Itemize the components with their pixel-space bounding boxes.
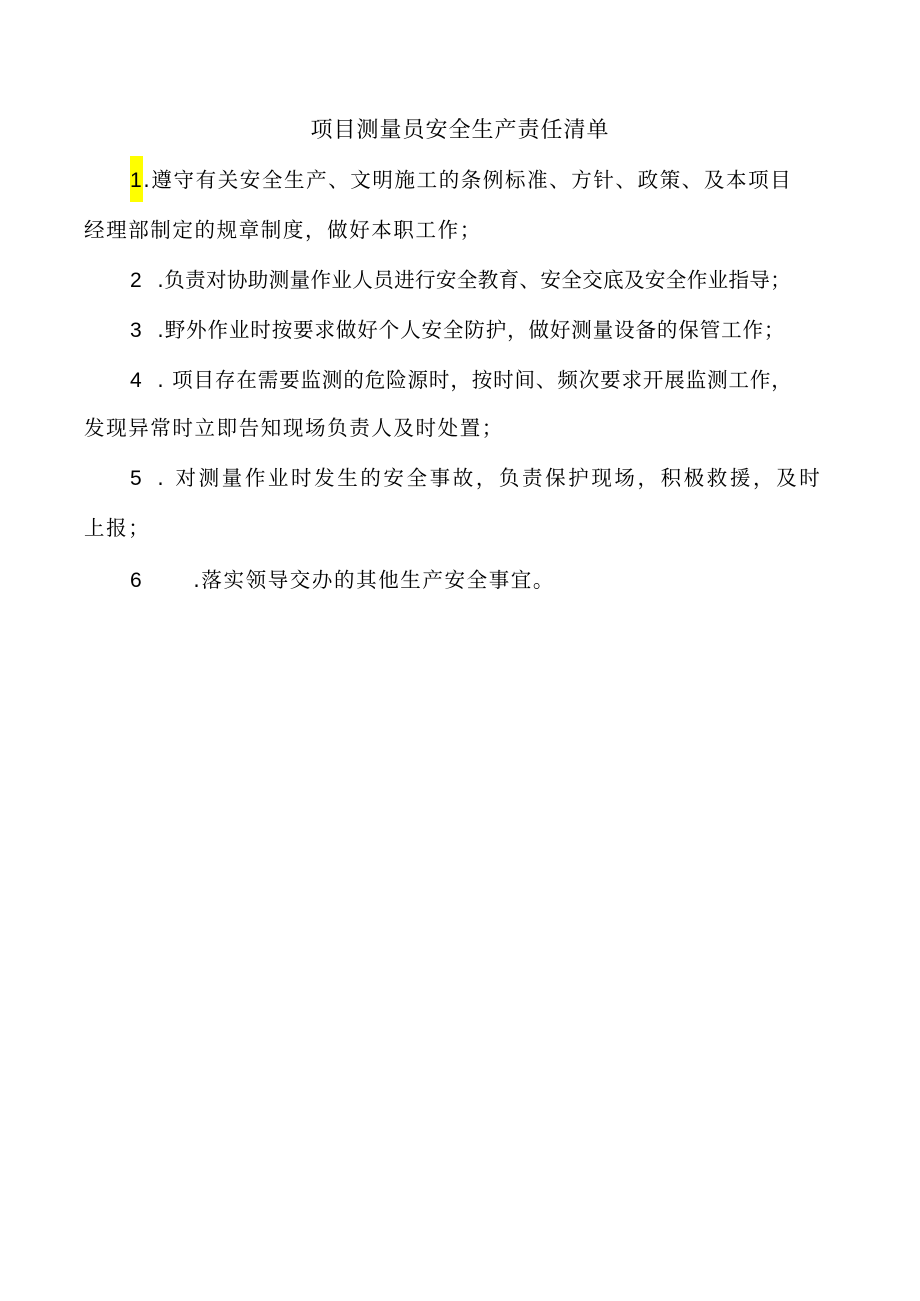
item-number: 5	[130, 467, 144, 490]
list-item-1-continuation	[84, 205, 844, 255]
item-number: 6	[130, 569, 144, 592]
item-text: .负责对协助测量作业人员进行安全教育、安全交底及安全作业指导；	[157, 268, 792, 292]
item-text: .野外作业时按要求做好个人安全防护，做好测量设备的保管工作；	[157, 318, 786, 342]
list-item-4	[84, 355, 844, 406]
item-number: 4	[130, 369, 144, 392]
item-text: 发现异常时立即告知现场负责人及时处置；	[84, 416, 504, 440]
list-item-4-continuation	[84, 403, 844, 453]
item-text: . 对测量作业时发生的安全事故，负责保护现场，积极救援，及时	[157, 466, 823, 490]
item-number-highlighted: 1	[130, 156, 143, 202]
item-number: 3	[130, 319, 144, 342]
document-title: 项目测量员安全生产责任清单	[310, 118, 610, 143]
list-item-1	[84, 155, 844, 205]
item-text: 上报；	[84, 516, 151, 540]
list-item-3	[84, 305, 844, 356]
item-text: 经理部制定的规章制度，做好本职工作；	[84, 218, 482, 242]
list-item-6	[84, 555, 844, 606]
item-text: .落实领导交办的其他生产安全事宜。	[193, 568, 555, 592]
item-number: 2	[130, 269, 144, 292]
list-item-2	[84, 255, 844, 306]
item-text: .遵守有关安全生产、文明施工的条例标准、方针、政策、及本项目	[143, 168, 793, 192]
item-text: . 项目存在需要监测的危险源时，按时间、频次要求开展监测工作，	[157, 368, 793, 392]
list-item-5-continuation	[84, 503, 844, 553]
list-item-5	[84, 453, 844, 504]
